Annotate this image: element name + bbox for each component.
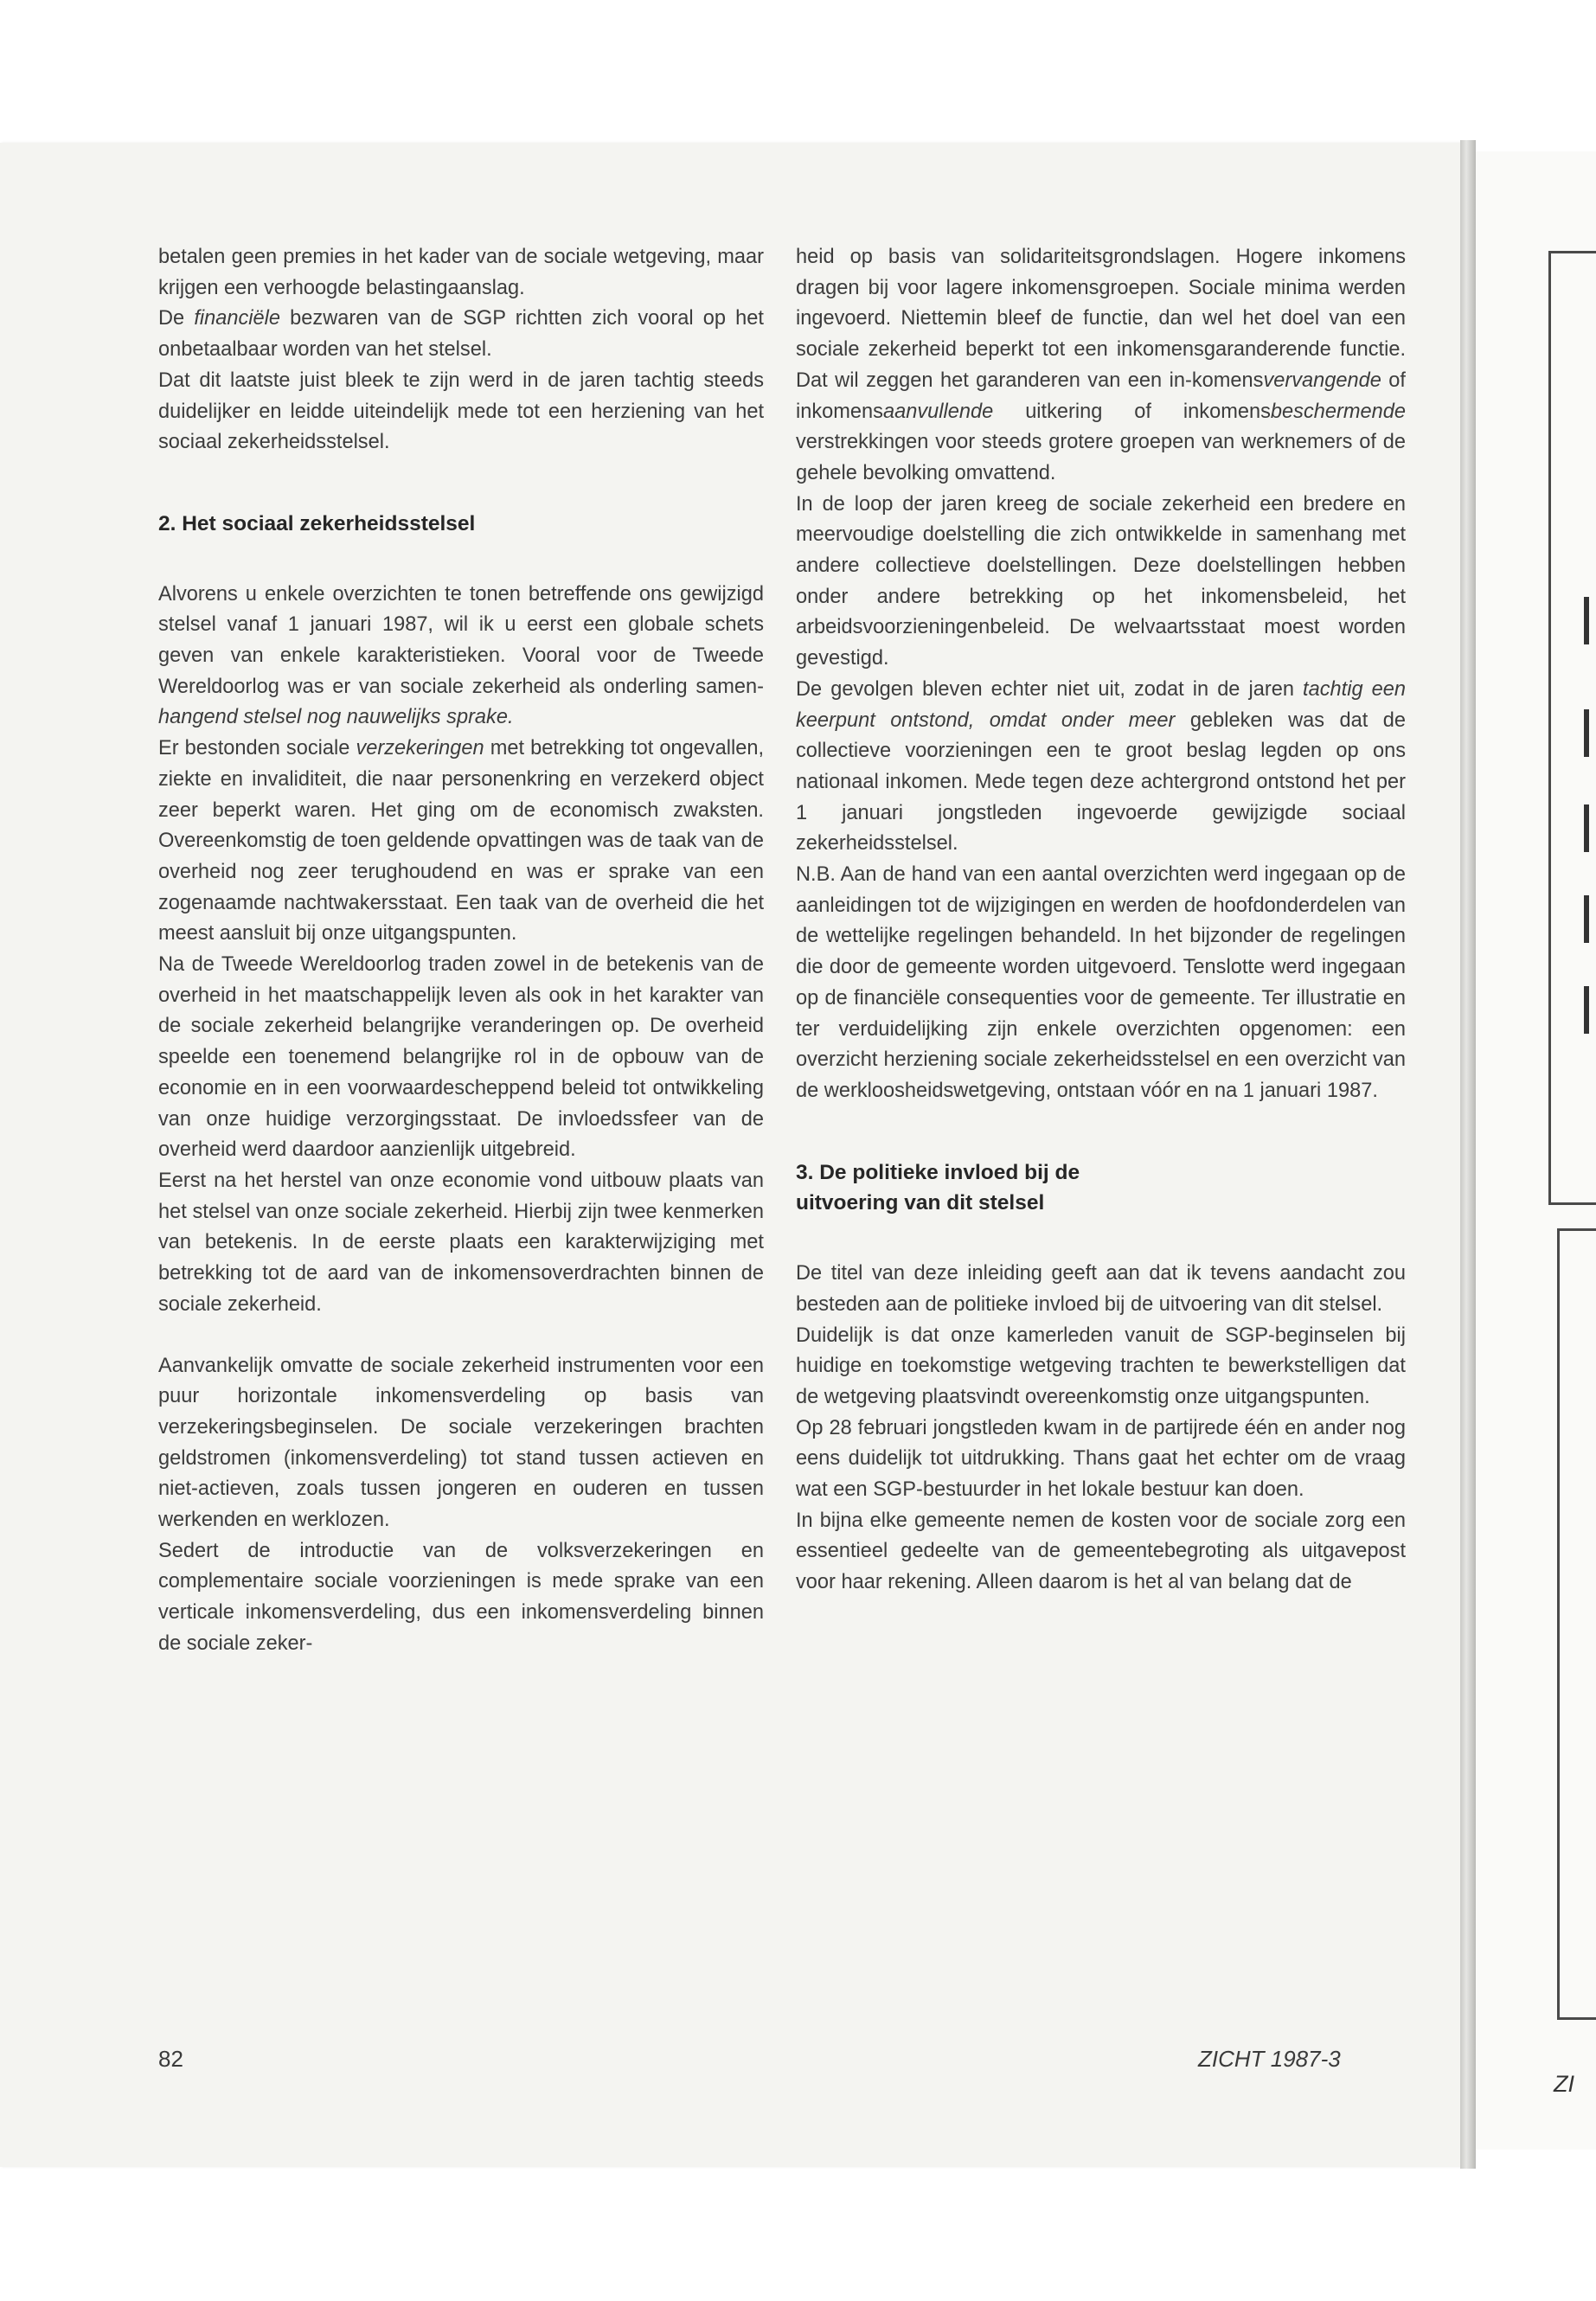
paragraph: De titel van deze inleiding geeft aan dat ik tevens aandacht zou besteden aan de politieke invloed bij de uitvoering van dit stelsel. [796, 1262, 1406, 1316]
text-fragment-mark [1584, 597, 1589, 644]
paragraph: N.B. Aan de hand van een aantal overzichten werd ingegaan op de aanleidingen tot de wijzigingen en werden de hoofdonderdelen van de wettelijke regelingen behandeld. In het bijzonder de regelingen die door de gemeente worden uitgevoerd. Tenslotte werd ingegaan op de financiële consequenties voor de gemeente. Ter illustratie en ter verduidelijking zijn enkele overzichten opgenomen: een overzicht herziening sociale zekerheidsstelsel en een overzicht van de werkloosheidswetgeving, ontstaan vóór en na 1 januari 1987. [796, 863, 1406, 1102]
paragraph: Eerst na het herstel van onze economie vond uitbouw plaats van het stelsel van onze sociale zekerheid. Hierbij zijn twee kenmerken van betekenis. In de eerste plaats een karakterwijziging met betrekking tot de aard van de inkomensoverdrachten binnen de sociale zekerheid. [158, 1169, 764, 1316]
paragraph: In bijna elke gemeente nemen de kosten voor de sociale zorg een essentieel gedeelte van de gemeentebegroting als uitgavepost voor haar rekening. Alleen daarom is het al van belang dat de [796, 1509, 1406, 1594]
section-heading: 2. Het sociaal zekerheidsstelsel [158, 511, 476, 535]
frame-rule [1548, 251, 1551, 1202]
paragraph: Sedert de introductie van de volksverzekeringen en complementaire sociale voorzieningen is mede sprake van een verticale inkomensverdeling, dus een inkomensverdeling binnen de sociale zeker- [158, 1539, 764, 1655]
adjacent-page-edge [1476, 151, 1596, 2150]
paragraph: heid op basis van solidariteitsgrondslagen. Hogere inkomens dragen bij voor lagere inkomensgroepen. Sociale minima werden ingevoerd. Niettemin bleef de functie, dan wel het doel van een sociale zekerheid beperkt tot een inkomensgaranderende functie. Dat wil zeggen het garanderen van een in-komensvervangende of inkomensaanvullende uitkering of inkomensbeschermende verstrekkingen voor steeds grotere groepen van werknemers of de gehele bevolking omvattend. [796, 246, 1406, 484]
paragraph: Dat dit laatste juist bleek te zijn werd in de jaren tachtig steeds duidelijker en leidde uiteindelijk mede tot een herziening van het sociaal zekerheidsstelsel. [158, 369, 764, 454]
emphasis: tachtig een keerpunt ontstond, omdat onder meer [796, 677, 1406, 732]
emphasis: aanvullende [882, 400, 994, 423]
journal-issue: ZICHT 1987-3 [1198, 2046, 1341, 2072]
binding-spine [1460, 140, 1476, 2169]
page-number: 82 [158, 2046, 183, 2072]
frame-rule [1557, 1228, 1596, 1231]
left-column [158, 242, 764, 1660]
paragraph: In de loop der jaren kreeg de sociale zekerheid een bredere en meervoudige doelstelling die zich ontwikkelde in samenhang met andere collectieve doelstellingen. Deze doelstellingen hebben onder andere betrekking op het inkomensbeleid, het arbeidsvoorzieningenbeleid. De welvaartsstaat moest worden gevestigd. [796, 492, 1406, 670]
frame-rule [1557, 2017, 1596, 2020]
paragraph: Alvorens u enkele overzichten te tonen betreffende ons gewijzigd stelsel vanaf 1 januari 1987, wil ik u eerst een globale schets geven van enkele karakteristieken. Vooral voor de Tweede Wereldoorlog was er van sociale zekerheid als onderling samen-hangend stelsel nog nauwelijks sprake. [158, 582, 764, 729]
paragraph: Na de Tweede Wereldoorlog traden zowel in de betekenis van de overheid in het maatschappelijk leven als ook in het karakter van de sociale zekerheid belangrijke veranderingen op. De overheid speelde een toenemend belangrijke rol in de opbouw van de economie en in een voorwaardescheppend beleid tot ontwikkeling van onze huidige verzorgingsstaat. De invloedssfeer van de overheid werd daardoor aanzienlijk uitgebreid. [158, 953, 764, 1162]
text-fragment-mark [1584, 709, 1589, 757]
next-page-footer-fragment: ZI [1554, 2071, 1574, 2097]
emphasis: hangend stelsel nog nauwelijks sprake. [158, 706, 514, 729]
frame-rule [1548, 251, 1596, 253]
emphasis: vervangende [1263, 369, 1381, 392]
section-heading: 3. De politieke invloed bij de uitvoering van dit stelsel [796, 1160, 1080, 1215]
paragraph: Er bestonden sociale verzekeringen met betrekking tot ongevallen, ziekte en invaliditeit, die naar personenkring en verzekerd object zeer beperkt waren. Het ging om de economisch zwaksten. Overeenkomstig de toen geldende opvattingen was de taak van de overheid nog zeer terughoudend en was er sprake van een zogenaamde nachtwakersstaat. Een taak van de overheid die het meest aansluit bij onze uitgangspunten. [158, 737, 765, 945]
emphasis: verzekeringen [356, 737, 484, 760]
paragraph: De financiële bezwaren van de SGP richtten zich vooral op het onbetaalbaar worden van het stelsel. [158, 307, 764, 362]
text-fragment-mark [1584, 804, 1589, 852]
paragraph: betalen geen premies in het kader van de sociale wetgeving, maar krijgen een verhoogde belastingaanslag. [158, 246, 764, 299]
emphasis: beschermende [1270, 400, 1406, 423]
paragraph: Duidelijk is dat onze kamerleden vanuit de SGP-beginselen bij huidige en toekomstige wetgeving trachten te bewerkstelligen dat de wetgeving plaatsvindt overeenkomstig onze uitgangspunten. [796, 1324, 1406, 1408]
text-fragment-mark [1584, 895, 1589, 943]
paragraph: De gevolgen bleven echter niet uit, zodat in de jaren tachtig een keerpunt ontstond, omdat onder meer gebleken was dat de collectieve voorzieningen een te groot beslag legden op ons nationaal inkomen. Mede tegen deze achtergrond ontstond het per 1 januari jongstleden ingevoerde gewijzigde sociaal zekerheidsstelsel. [796, 677, 1406, 856]
right-column [796, 242, 1406, 1599]
frame-rule [1557, 1228, 1560, 2020]
text-fragment-mark [1584, 986, 1589, 1034]
paragraph: Aanvankelijk omvatte de sociale zekerheid instrumenten voor een puur horizontale inkomensverdeling op basis van verzekeringsbeginselen. De sociale verzekeringen brachten geldstromen (inkomensverdeling) tot stand tussen actieven en niet-actieven, zoals tussen jongeren en ouderen en tussen werkenden en werklozen. [158, 1354, 764, 1532]
paragraph: Op 28 februari jongstleden kwam in de partijrede één en ander nog eens duidelijk tot uitdrukking. Thans gaat het echter om de vraag wat een SGP-bestuurder in het lokale bestuur kan doen. [796, 1416, 1406, 1502]
frame-rule [1548, 1202, 1596, 1205]
emphasis: financiële [194, 307, 280, 330]
